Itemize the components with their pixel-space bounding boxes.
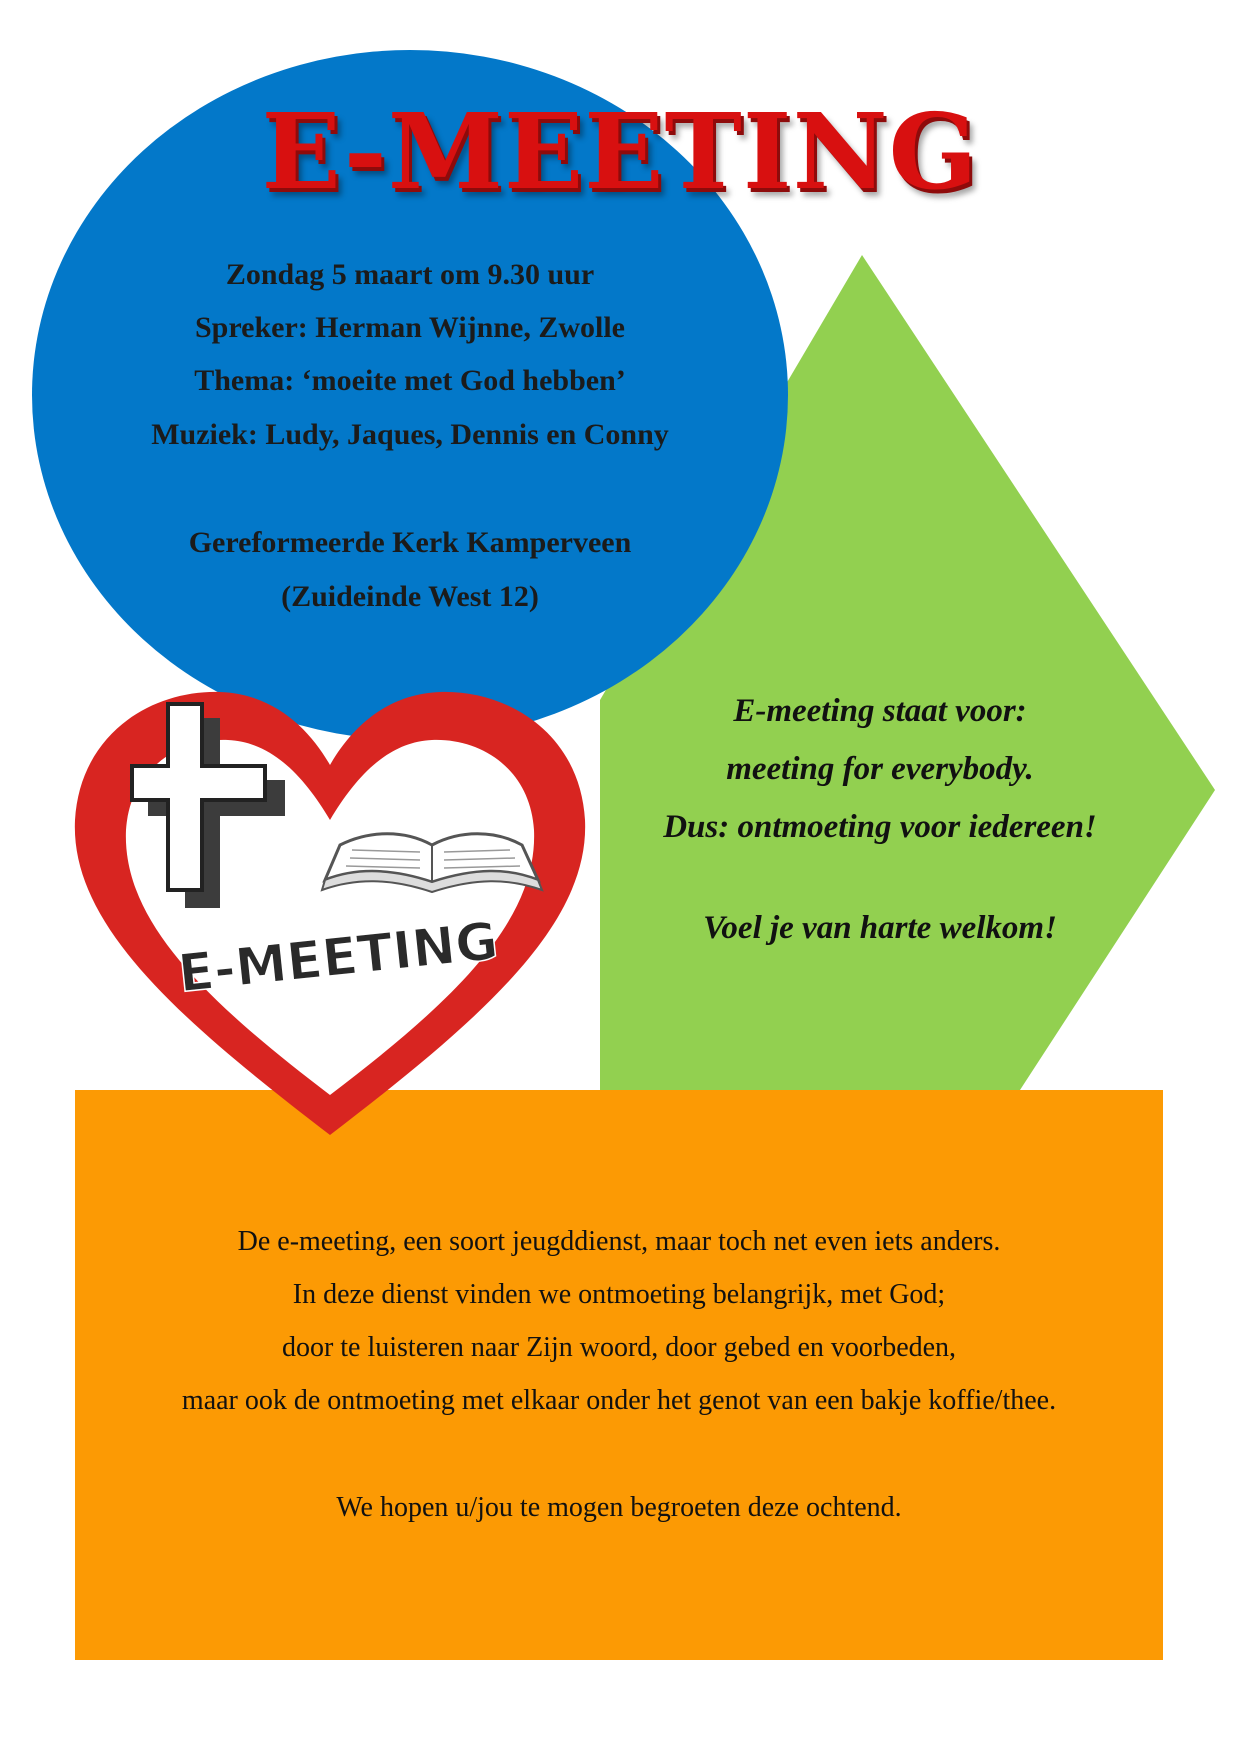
description-line-1: De e-meeting, een soort jeugddienst, maar toch net even iets anders. xyxy=(237,1226,1001,1257)
event-speaker: Spreker: Herman Wijnne, Zwolle xyxy=(195,311,625,344)
event-address: (Zuideinde West 12) xyxy=(281,580,539,613)
description-line-3: door te luisteren naar Zijn woord, door gebed en voorbeden, xyxy=(281,1332,957,1363)
event-date: Zondag 5 maart om 9.30 uur xyxy=(225,258,595,291)
orange-info-box xyxy=(75,1090,1163,1660)
e-meeting-logo xyxy=(60,680,600,1150)
tagline-line-3: Dus: ontmoeting voor iedereen! xyxy=(663,809,1097,845)
tagline-line-2: meeting for everybody. xyxy=(726,751,1034,787)
event-venue: Gereformeerde Kerk Kamperveen xyxy=(188,526,632,559)
event-music: Muziek: Ludy, Jaques, Dennis en Conny xyxy=(151,418,669,451)
logo-text: E-MEETING xyxy=(175,911,501,1005)
welcome-text: Voel je van harte welkom! xyxy=(703,910,1057,946)
heart-icon xyxy=(75,692,585,1135)
closing-text: We hopen u/jou te mogen begroeten deze ochtend. xyxy=(336,1492,902,1523)
tagline-line-1: E-meeting staat voor: xyxy=(733,693,1027,729)
description-line-2: In deze dienst vinden we ontmoeting belangrijk, met God; xyxy=(292,1279,946,1310)
page-title: E-MEETING xyxy=(261,90,979,213)
description-line-4: maar ook de ontmoeting met elkaar onder het genot van een bakje koffie/thee. xyxy=(181,1385,1057,1416)
event-theme: Thema: ‘moeite met God hebben’ xyxy=(194,364,626,397)
